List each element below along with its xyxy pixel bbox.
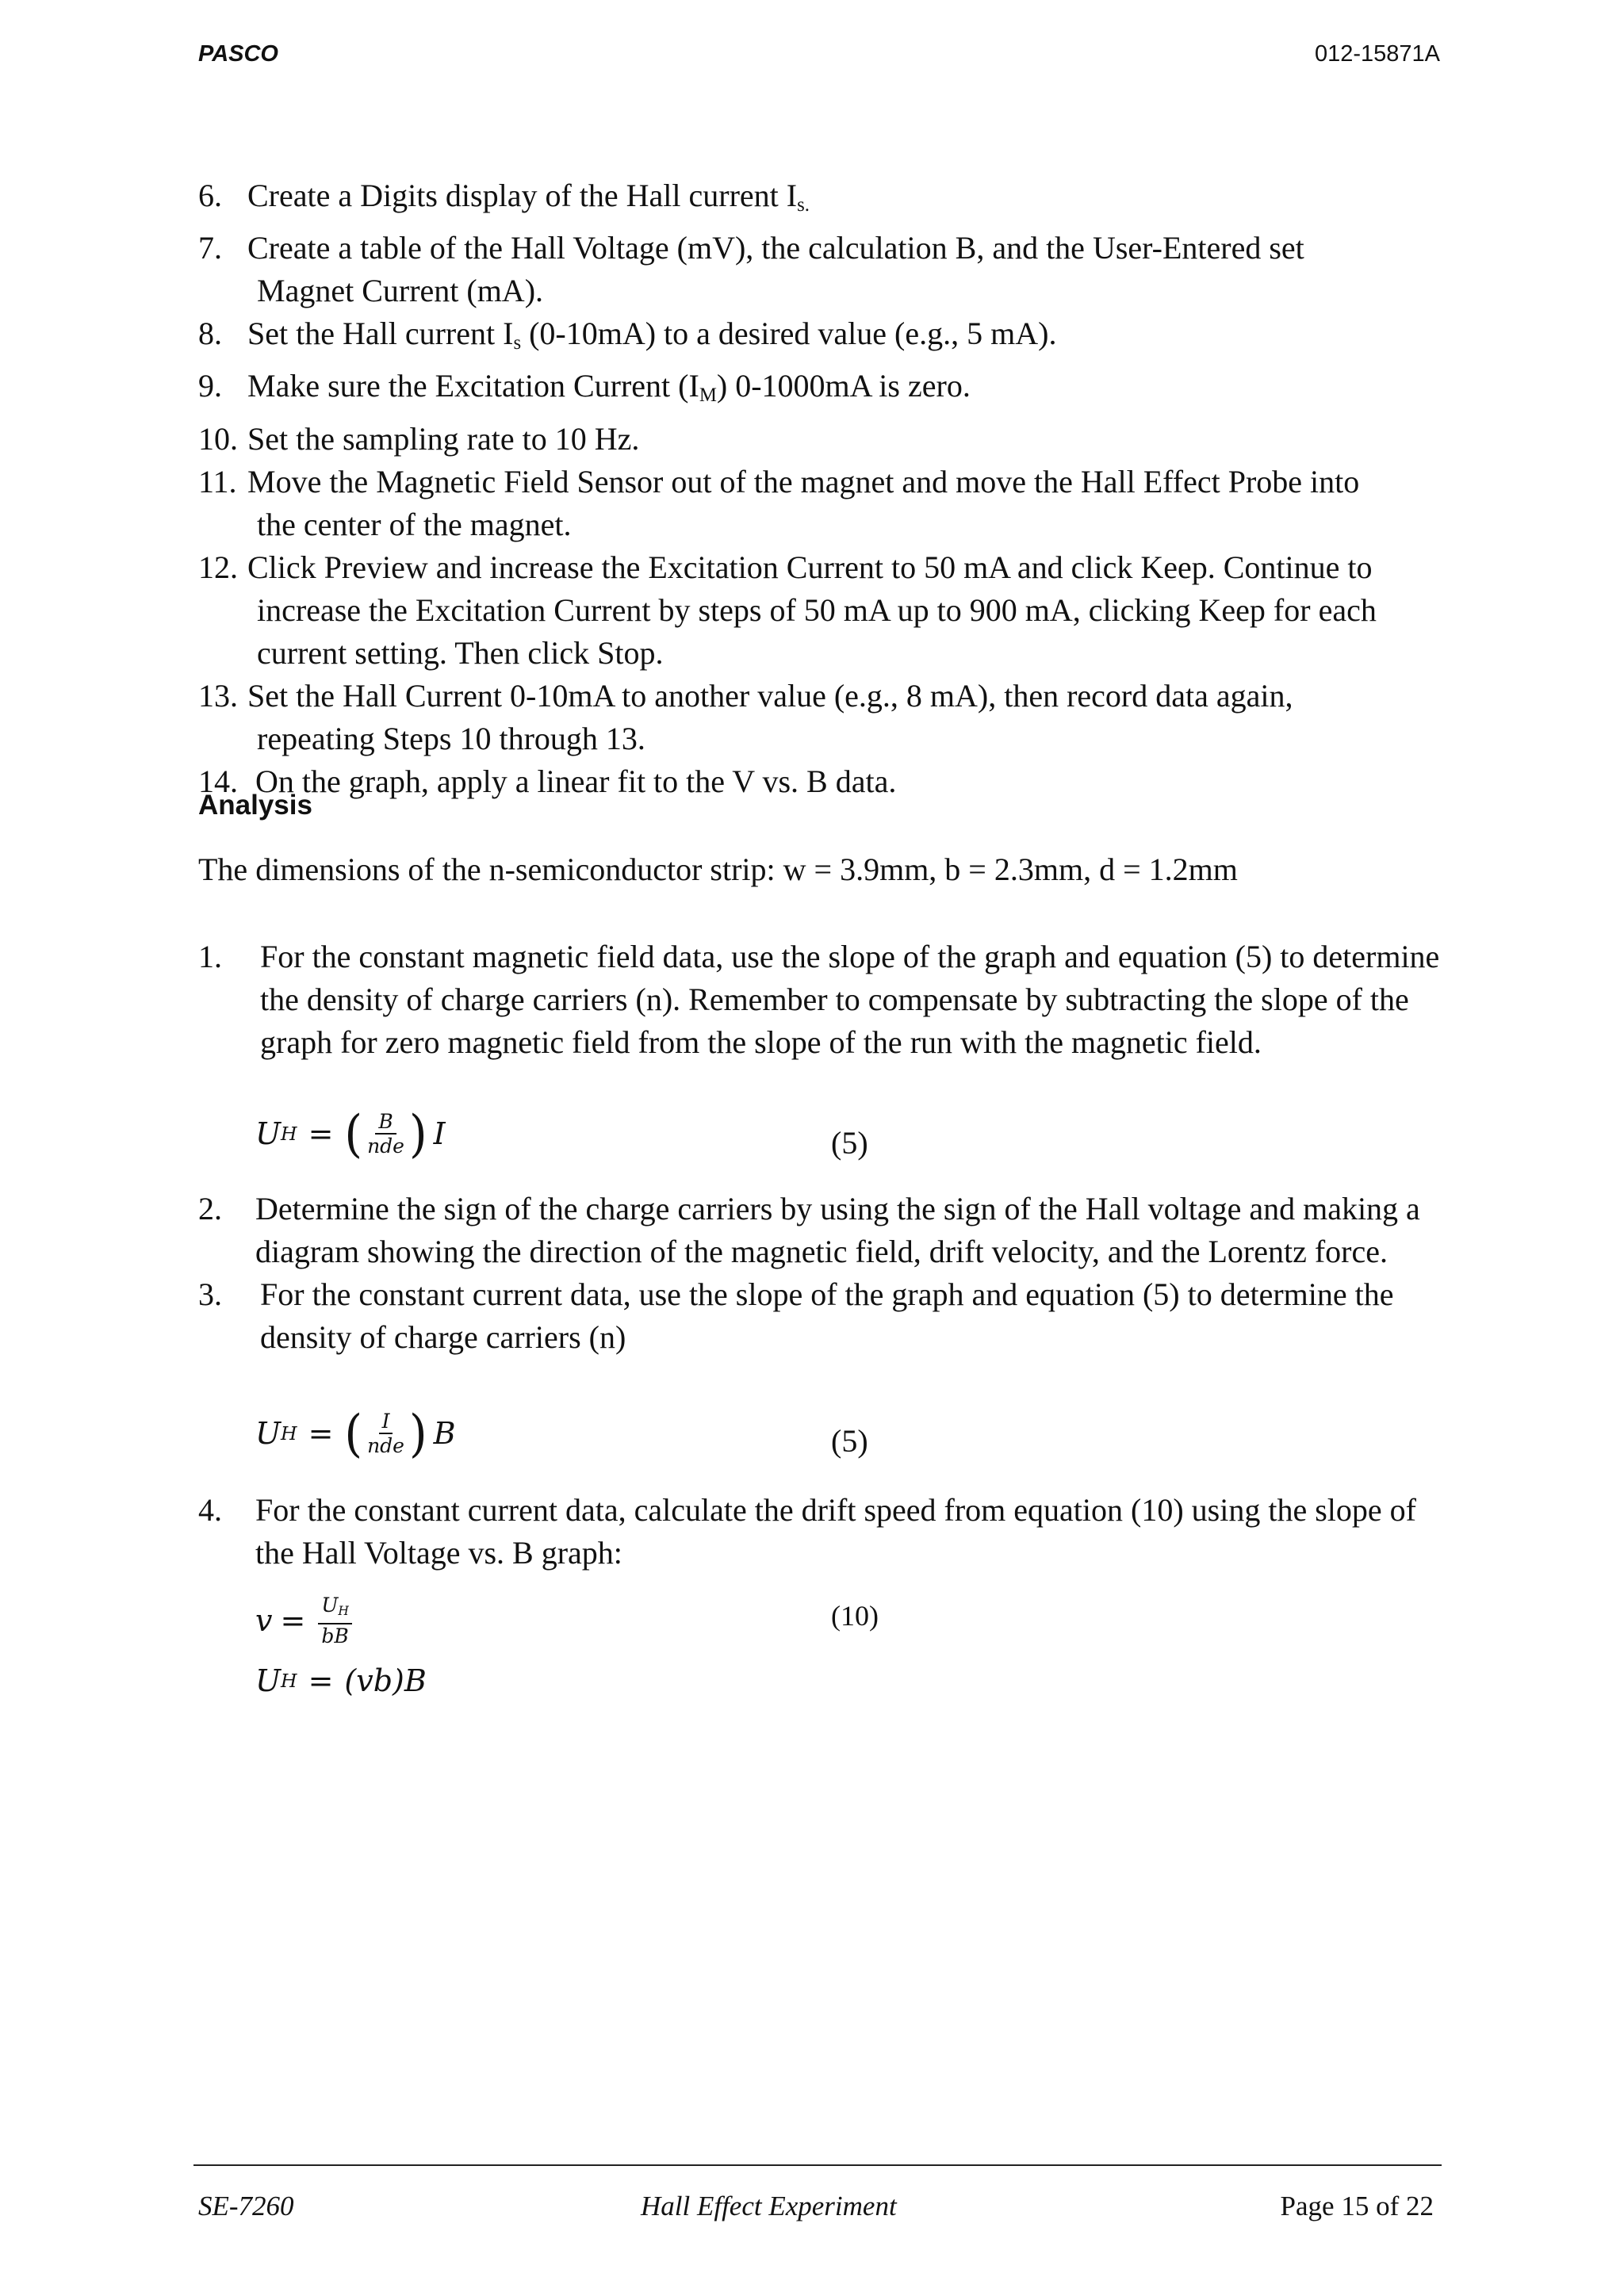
eq-equals: = [280, 1602, 306, 1638]
step-number: 10. [198, 420, 238, 457]
eq-equals: = [308, 1116, 334, 1151]
equation-label: (5) [831, 1423, 868, 1459]
step-6 [198, 174, 1451, 227]
paren-close: ) [408, 1403, 427, 1464]
eq-fraction [367, 1110, 404, 1158]
analysis-item-1-list [198, 936, 1451, 1064]
footer-model: SE-7260 [198, 2191, 294, 2221]
paren-open: ( [344, 1104, 363, 1164]
eq-fraction [318, 1594, 352, 1647]
equation-drift-speed [255, 1594, 357, 1647]
step-text: Create a Digits display of the Hall current I [247, 178, 798, 213]
item-number: 1. [198, 939, 222, 974]
paren-close: ) [408, 1104, 427, 1164]
footer-page-number: Page 15 of 22 [1280, 2191, 1434, 2221]
fraction-denominator: bB [321, 1624, 349, 1647]
step-number: 12. [198, 549, 238, 585]
equation-label: (5) [831, 1125, 868, 1161]
step-text: Create a table of the Hall Voltage (mV), the calculation B, and the User-Entered set [247, 230, 1304, 266]
fraction-denominator: nde [367, 1434, 404, 1457]
eq-lhs-sub: H [281, 1123, 297, 1145]
step-subscript: s. [797, 194, 810, 216]
step-12 [198, 546, 1451, 675]
step-continuation: repeating Steps 10 through 13. [257, 720, 645, 756]
eq-lhs: v [255, 1602, 273, 1638]
analysis-item-4-list [198, 1489, 1451, 1575]
step-7 [198, 227, 1451, 312]
step-8 [198, 312, 1451, 365]
fraction-denominator: nde [367, 1135, 404, 1158]
step-number: 6. [198, 178, 222, 213]
fraction-numerator: B [375, 1110, 396, 1135]
item-number: 3. [198, 1276, 222, 1312]
eq-lhs: U [255, 1116, 282, 1151]
analysis-item-4 [198, 1489, 1451, 1575]
step-text: Set the Hall current I [247, 316, 514, 352]
analysis-item-1 [198, 936, 1451, 1064]
fraction-numerator: I [379, 1410, 393, 1434]
eq-lhs-sub: H [281, 1422, 297, 1445]
header-brand: PASCO [198, 41, 278, 67]
analysis-heading: Analysis [198, 790, 312, 821]
step-number: 14. [198, 763, 238, 799]
header-doc-number: 012-15871A [1314, 41, 1440, 67]
step-text-end: ) 0-1000mA is zero. [716, 368, 971, 404]
equation-label: (10) [831, 1600, 879, 1632]
eq-lhs: U [255, 1663, 282, 1698]
item-number: 4. [198, 1492, 222, 1528]
eq-fraction [367, 1410, 404, 1457]
step-text: Set the sampling rate to 10 Hz. [247, 420, 640, 457]
step-11 [198, 461, 1451, 546]
fraction-numerator [318, 1594, 352, 1624]
step-9 [198, 365, 1451, 417]
footer-divider [193, 2164, 1442, 2166]
item-text: For the constant magnetic field data, use the slope of the graph and equation (5) to determine the density of charge carriers (n). Remember to compensate by subtracting the slope of the graph for zero magnetic field from the slope of the run with the magnetic field. [260, 939, 1440, 1060]
procedure-steps [198, 174, 1451, 803]
step-subscript: s [513, 332, 522, 354]
step-text: Move the Magnetic Field Sensor out of the magnet and move the Hall Effect Probe into [247, 463, 1360, 499]
eq-equals: = [308, 1663, 334, 1698]
step-text-end: (0-10mA) to a desired value (e.g., 5 mA). [521, 316, 1057, 352]
eq-lhs: U [255, 1416, 282, 1451]
step-text: Make sure the Excitation Current (I [247, 368, 699, 404]
equation-hall-voltage-field [255, 1104, 446, 1164]
eq-lhs-sub: H [281, 1670, 297, 1692]
eq-rhs: B [433, 1416, 456, 1451]
item-text: For the constant current data, calculate the drift speed from equation (10) using the slope of the Hall Voltage vs. B graph: [255, 1492, 1416, 1571]
step-continuation: the center of the magnet. [257, 506, 572, 542]
paren-open: ( [344, 1403, 363, 1464]
step-number: 11. [198, 463, 237, 499]
analysis-item-3 [198, 1273, 1451, 1359]
numerator-sub: H [338, 1603, 349, 1618]
step-text: On the graph, apply a linear fit to the V vs. B data. [247, 763, 897, 799]
step-number: 13. [198, 677, 238, 714]
eq-rhs: (vb)B [344, 1663, 427, 1698]
equation-hall-voltage-drift [255, 1663, 427, 1698]
step-10 [198, 418, 1451, 461]
step-14 [198, 760, 1451, 803]
analysis-item-2 [198, 1188, 1451, 1273]
step-number: 9. [198, 368, 222, 404]
step-continuation: Magnet Current (mA). [257, 273, 544, 309]
eq-equals: = [308, 1416, 334, 1451]
step-text: Set the Hall Current 0-10mA to another value (e.g., 8 mA), then record data again, [247, 677, 1293, 714]
item-text: For the constant current data, use the slope of the graph and equation (5) to determine the density of charge carriers (n) [260, 1276, 1394, 1355]
step-subscript: M [699, 385, 717, 407]
item-number: 2. [198, 1191, 222, 1226]
numerator-main: U [321, 1594, 339, 1617]
step-continuation: increase the Excitation Current by steps of 50 mA up to 900 mA, clicking Keep for each [257, 591, 1377, 628]
item-text: Determine the sign of the charge carriers by using the sign of the Hall voltage and making a diagram showing the direction of the magnetic field, drift velocity, and the Lorentz force. [255, 1191, 1420, 1269]
step-continuation: current setting. Then click Stop. [257, 634, 664, 671]
eq-rhs: I [433, 1116, 446, 1151]
footer-title: Hall Effect Experiment [641, 2191, 897, 2221]
analysis-items-2-3-list [198, 1188, 1451, 1359]
step-number: 8. [198, 316, 222, 352]
step-text: Click Preview and increase the Excitation Current to 50 mA and click Keep. Continue to [247, 549, 1373, 585]
equation-hall-voltage-current [255, 1403, 456, 1464]
step-13 [198, 675, 1451, 760]
step-number: 7. [198, 230, 222, 266]
strip-dimensions: The dimensions of the n-semiconductor strip: w = 3.9mm, b = 2.3mm, d = 1.2mm [198, 851, 1238, 887]
